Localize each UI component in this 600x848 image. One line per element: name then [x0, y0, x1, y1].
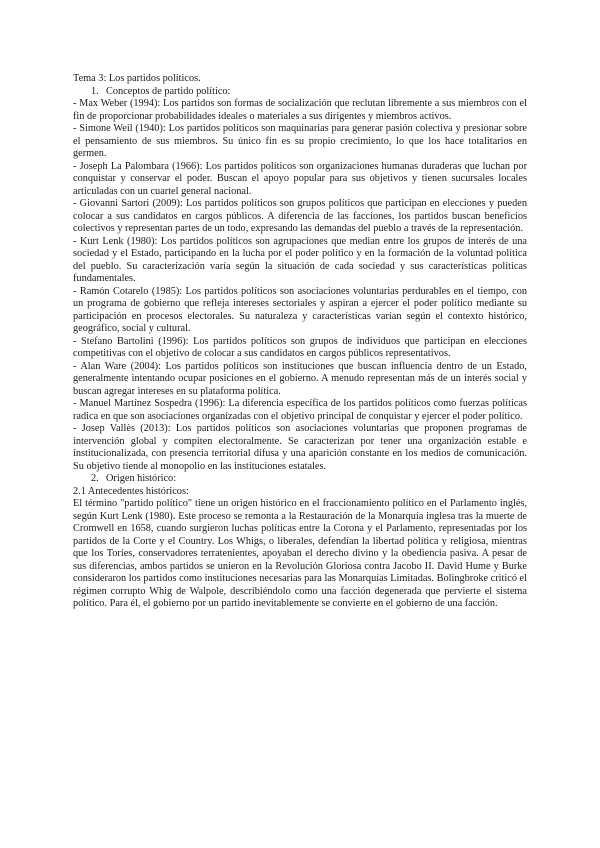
section-number: 2. [91, 473, 99, 484]
definition-paragraph: - Alan Ware (2004): Los partidos políticos son instituciones que buscan influencia dentro de un Estado, generalmente intentando ocupar posiciones en el gobierno. A menudo representan más de un interés social y buscan agregar intereses en su plataforma política. [73, 360, 527, 397]
section-number: 1. [91, 85, 99, 97]
document-page [73, 73, 527, 611]
section-heading-1 [73, 86, 527, 99]
section-heading-text: Origen histórico: [106, 473, 177, 484]
definition-paragraph: - Simone Weil (1940): Los partidos políticos son maquinarias para generar pasión colectiva y presionar sobre el pensamiento de sus miembros. Su único fin es su propio crecimiento, lo que los hace totalitarios en germen. [73, 123, 527, 159]
definition-paragraph: - Giovanni Sartori (2009): Los partidos políticos son grupos políticos que participan en elecciones y pueden colocar a sus candidatos en cargos públicos. A diferencia de las facciones, los partidos buscan beneficios colectivos y representan partes de un todo, expresando las demandas del pueblo a través de la representación. [73, 198, 527, 234]
definition-paragraph: - Manuel Martínez Sospedra (1996): La diferencia específica de los partidos políticos como fuerzas políticas radica en que son asociaciones organizadas con el objetivo principal de conquistar y ejercer el poder político. [73, 398, 527, 422]
history-paragraph: El término "partido político" tiene un origen histórico en el fraccionamiento político en el Parlamento inglés, según Kurt Lenk (1980). Este proceso se remonta a la Restauración de la Monarquía inglesa tras la muerte de Cromwell en 1658, cuando surgieron luchas políticas entre la Corona y el Parlamento, representadas por los partidos de la Corte y el Country. Los Whigs, o liberales, defendían la libertad política y religiosa, mientras que los Tories, conservadores terratenientes, apoyaban el derecho divino y la obediencia pasiva. A pesar de sus diferencias, ambos partidos se unieron en la Revolución Gloriosa contra Jacobo II. David Hume y Burke consideraron los partidos como instituciones necesarias para las Monarquías Limitadas. Bolingbroke criticó el régimen corrupto Whig de Walpole, describiéndolo como una facción degenerada que pervierte el sistema político. Para él, el gobierno por un partido inevitablemente se convierte en el gobierno de una facción. [73, 498, 527, 609]
document-title: Tema 3: Los partidos políticos. [73, 73, 201, 84]
subsection-heading: 2.1 Antecedentes históricos: [73, 485, 189, 497]
definition-paragraph: - Josep Vallès (2013): Los partidos políticos son asociaciones voluntarias que proponen programas de intervención global y compiten electoralmente. Se caracterizan por tener una organización estable e institucionalizada, con presencia territorial difusa y una aparición constante en los medios de comunicación. Su objetivo tiende al monopolio en las instituciones estatales. [73, 423, 527, 472]
definition-paragraph: - Stefano Bartolini (1996): Los partidos políticos son grupos de individuos que participan en elecciones competitivas con el objetivo de colocar a sus candidatos en cargos públicos representativos. [73, 335, 527, 359]
definition-paragraph: - Kurt Lenk (1980): Los partidos políticos son agrupaciones que median entre los grupos de interés de una sociedad y el Estado, participando en la lucha por el poder político y en la formación de la voluntad política del pueblo. Su caracterización varía según la situación de cada sociedad y sus características políticas fundamentales. [73, 235, 527, 284]
section-heading-text: Conceptos de partido político: [106, 85, 231, 97]
definition-paragraph: - Joseph La Palombara (1966): Los partidos políticos son organizaciones humanas duraderas que luchan por conquistar y conservar el poder. Buscan el apoyo popular para sus objetivos y tienen sucursales locales articuladas con un cuartel general nacional. [73, 160, 527, 197]
definition-paragraph: - Max Weber (1994): Los partidos son formas de socialización que reclutan libremente a sus miembros con el fin de proporcionar probabilidades ideales o materiales a sus dirigentes y miembros activos. [73, 98, 527, 122]
definition-paragraph: - Ramón Cotarelo (1985): Los partidos políticos son asociaciones voluntarias perdurables en el tiempo, con un programa de gobierno que refleja intereses sectoriales y aspiran a ejercer el poder político mediante su participación en procesos electorales. Su naturaleza y características varían según el contexto histórico, geográfico, social y cultural. [73, 285, 527, 334]
section-heading-2 [73, 473, 527, 486]
